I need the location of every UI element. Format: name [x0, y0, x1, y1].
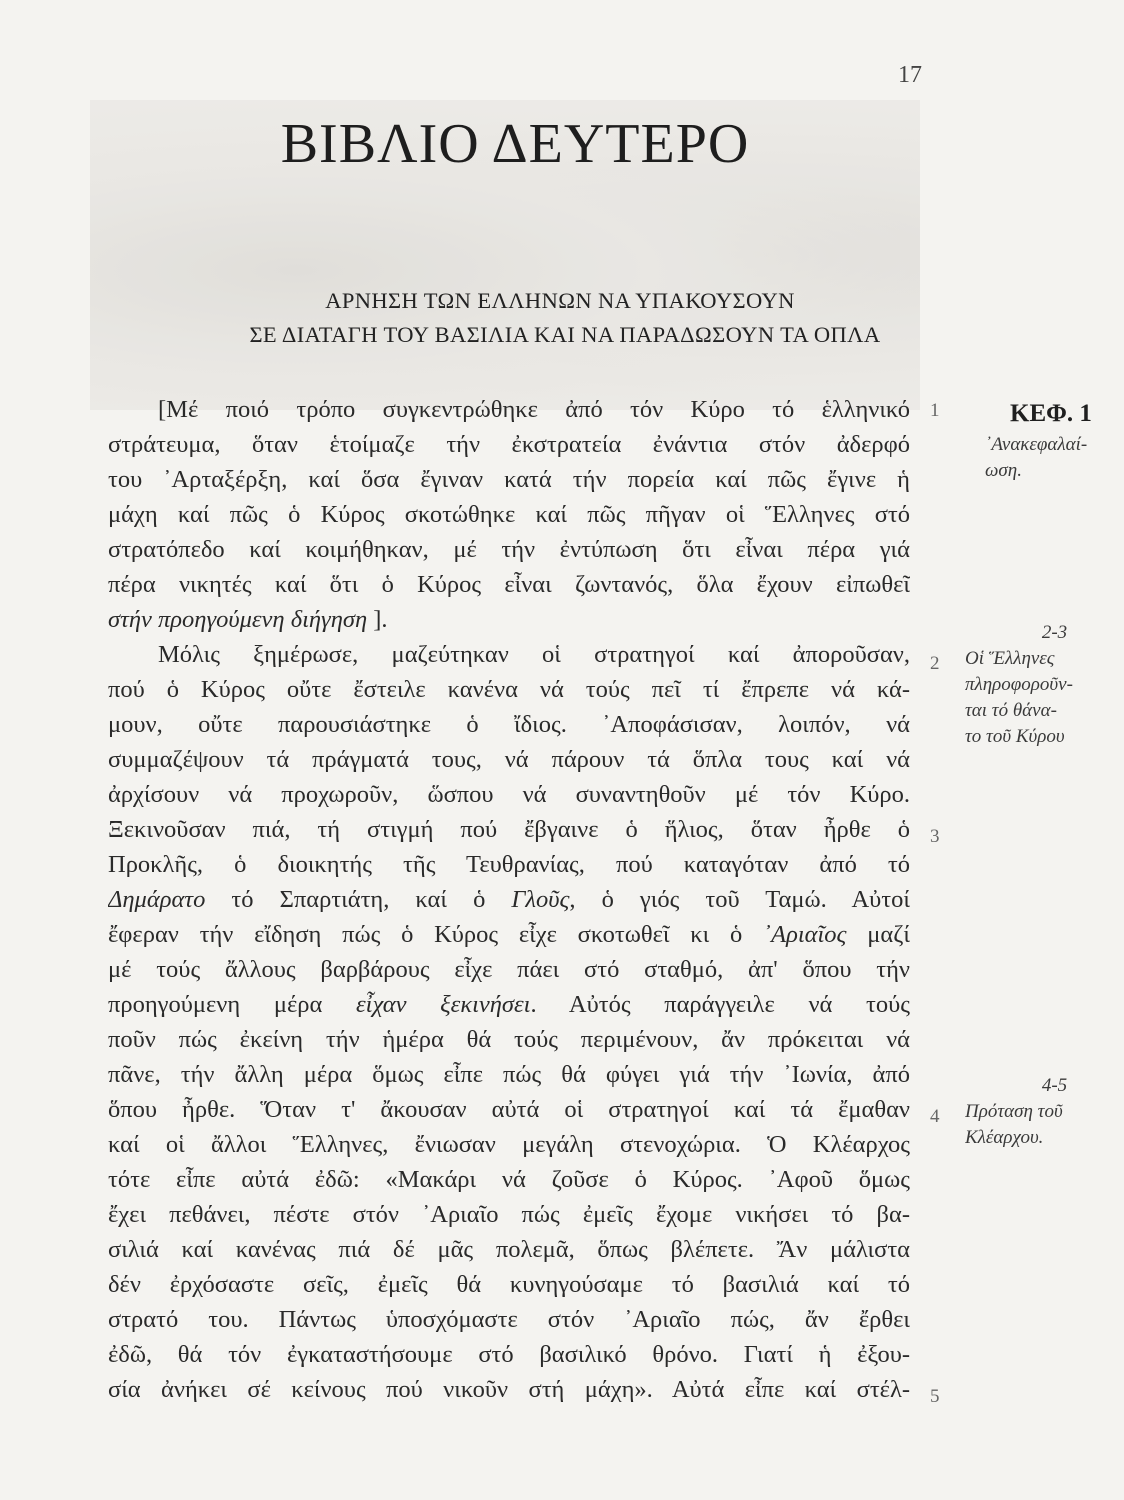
line-marker-1: 1: [930, 400, 940, 421]
body-line: ἔχει πεθάνει, πέστε στόν ᾿Αριαῖο πώς ἐμεῖς ἔχομε νικήσει τό βα-: [108, 1201, 910, 1228]
margin-note-range: 2-3: [1041, 622, 1068, 643]
italic-phrase: εἶχαν ξεκινήσει: [356, 991, 531, 1018]
body-line: [Μέ ποιό τρόπο συγκεντρώθηκε ἀπό τόν Κύρο τό ἑλληνικό: [158, 396, 910, 423]
book-title: ΒΙΒΛΙΟ ΔΕΥΤΕΡΟ: [280, 113, 750, 175]
body-line: ποῦν πώς ἐκείνη τήν ἡμέρα θά τούς περιμένουν, ἄν πρόκειται νά: [108, 1026, 910, 1053]
section-heading-line-1: ΑΡΝΗΣΗ ΤΩΝ ΕΛΛΗΝΩΝ ΝΑ ΥΠΑΚΟΥΣΟΥΝ: [325, 288, 795, 313]
body-line: πού ὁ Κύρος οὔτε ἔστειλε κανένα νά τούς πεῖ τί ἔπρεπε νά κά-: [108, 676, 910, 703]
body-line: Προκλῆς, ὁ διοικητής τῆς Τευθρανίας, πού καταγόταν ἀπό τό: [108, 851, 910, 878]
line-marker-3: 3: [930, 826, 940, 847]
body-line: ἔφεραν τήν εἴδηση πώς ὁ Κύρος εἶχε σκοτωθεῖ κι ὁ ᾿Αριαῖος μαζί: [108, 921, 910, 948]
margin-note-klearchos-proposal: [965, 1073, 1124, 1151]
body-line: σιλιά καί κανένας πιά δέ μᾶς πολεμᾶ, ὅπως βλέπετε. Ἄν μάλιστα: [108, 1236, 910, 1263]
body-line: μέ τούς ἄλλους βαρβάρους εἶχε πάει στό σταθμό, ἀπ' ὅπου τήν: [108, 956, 910, 983]
body-line: δέν ἐρχόσαστε σεῖς, ἐμεῖς θά κυνηγούσαμε τό βασιλιά καί τό: [108, 1271, 910, 1298]
body-line: ἀρχίσουν νά προχωροῦν, ὥσπου νά συναντηθοῦν μέ τόν Κύρο.: [108, 781, 910, 808]
body-line: μουν, οὔτε παρουσιάστηκε ὁ ἴδιος. ᾿Αποφάσισαν, λοιπόν, νά: [108, 711, 910, 738]
italic-phrase: Δημάρατο: [108, 886, 206, 913]
body-line: στράτευμα, ὅταν ἑτοίμαζε τήν ἐκστρατεία ἐνάντια στόν ἀδερφό: [108, 431, 910, 458]
margin-note-recap: [985, 432, 1124, 484]
body-line: Δημάρατο τό Σπαρτιάτη, καί ὁ Γλοῦς, ὁ γιός τοῦ Ταμώ. Αὐτοί: [108, 886, 910, 913]
body-line: σία ἀνήκει σέ κείνους πού νικοῦν στή μάχη». Αὐτά εἶπε καί στέλ-: [108, 1376, 910, 1403]
body-line: στρατόπεδο καί κοιμήθηκαν, μέ τήν ἐντύπωση ὅτι εἶναι πέρα γιά: [108, 536, 910, 563]
line-marker-2: 2: [930, 653, 940, 674]
body-line: πέρα νικητές καί ὅτι ὁ Κύρος εἶναι ζωντανός, ὅλα ἔχουν εἰπωθεῖ: [108, 571, 910, 598]
margin-note-line: Οἱ Ἕλληνες: [965, 648, 1055, 669]
line-marker-4: 4: [930, 1106, 940, 1127]
body-line: Ξεκινοῦσαν πιά, τή στιγμή πού ἔβγαινε ὁ ἥλιος, ὅταν ἦρθε ὁ: [108, 816, 910, 843]
closing-bracket: ].: [367, 606, 388, 633]
margin-note-line: ται τό θάνα-: [965, 700, 1057, 721]
margin-note-line: το τοῦ Κύρου: [965, 726, 1065, 747]
body-line: προηγούμενη μέρα εἶχαν ξεκινήσει. Αὐτός παράγγειλε νά τούς: [108, 991, 910, 1018]
margin-note-range: 4-5: [1041, 1075, 1068, 1096]
body-line: στρατό του. Πάντως ὑποσχόμαστε στόν ᾿Αριαῖο πώς, ἄν ἔρθει: [108, 1306, 910, 1333]
italic-phrase: Γλοῦς: [511, 886, 570, 913]
margin-note-line: Κλέαρχου.: [965, 1127, 1044, 1148]
body-line: ὅπου ἦρθε. Ὅταν τ' ἄκουσαν αὐτά οἱ στρατηγοί καί τά ἔμαθαν: [108, 1096, 910, 1123]
margin-note-line: πληροφοροῦν-: [965, 674, 1073, 695]
margin-note-line: ωση.: [985, 460, 1022, 481]
body-line: καί οἱ ἄλλοι Ἕλληνες, ἔνιωσαν μεγάλη στενοχώρια. Ὁ Κλέαρχος: [108, 1131, 910, 1158]
body-line: συμμαζέψουν τά πράγματά τους, νά πάρουν τά ὅπλα τους καί νά: [108, 746, 910, 773]
italic-phrase: ᾿Αριαῖος: [762, 921, 847, 948]
margin-note-line: Πρόταση τοῦ: [965, 1101, 1063, 1122]
page-number: 17: [898, 62, 922, 88]
italic-phrase: στήν προηγούμενη διήγηση: [108, 606, 368, 633]
margin-note-greeks-informed: [965, 620, 1124, 750]
body-line: Μόλις ξημέρωσε, μαζεύτηκαν οἱ στρατηγοί καί ἀποροῦσαν,: [158, 641, 910, 668]
body-line: ἐδῶ, θά τόν ἐγκαταστήσουμε στό βασιλικό θρόνο. Γιατί ἡ ἐξου-: [108, 1341, 910, 1368]
body-line: μάχη καί πῶς ὁ Κύρος σκοτώθηκε καί πῶς πῆγαν οἱ Ἕλληνες στό: [108, 501, 910, 528]
body-line: πᾶνε, τήν ἄλλη μέρα ὅμως εἶπε πώς θά φύγει γιά τήν ᾿Ιωνία, ἀπό: [108, 1061, 910, 1088]
body-line: τότε εἶπε αὐτά ἐδῶ: «Μακάρι νά ζοῦσε ὁ Κύρος. ᾿Αφοῦ ὅμως: [108, 1166, 910, 1193]
section-heading-line-2: ΣΕ ΔΙΑΤΑΓΗ ΤΟΥ ΒΑΣΙΛΙΑ ΚΑΙ ΝΑ ΠΑΡΑΔΩΣΟΥΝ ΤΑ ΟΠΛΑ: [249, 322, 881, 347]
line-marker-5: 5: [930, 1386, 940, 1407]
chapter-label: ΚΕΦ. 1: [1010, 400, 1092, 427]
body-line: του ᾿Αρταξέρξη, καί ὅσα ἔγιναν κατά τήν πορεία καί πῶς ἔγινε ἡ: [108, 466, 910, 493]
margin-note-line: ᾿Ανακεφαλαί-: [985, 434, 1088, 455]
body-line-italic: [108, 606, 910, 634]
